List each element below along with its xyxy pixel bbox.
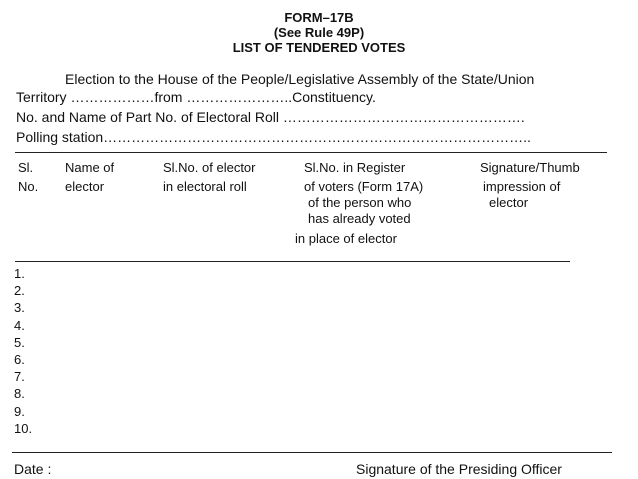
row-number: 1. — [14, 266, 25, 281]
intro-line-territory: Territory ………………from …………………..Constituency. — [16, 89, 376, 105]
row-number: 6. — [14, 351, 25, 367]
row-number: 4. — [14, 317, 25, 333]
col-register-line4: has already voted — [308, 211, 411, 226]
date-label: Date : — [14, 461, 52, 477]
col-register-line5: in place of elector — [295, 231, 397, 246]
col-signature-line1: Signature/Thumb — [480, 160, 580, 175]
col-register-line1: Sl.No. in Register — [304, 160, 406, 175]
row-number: 2. — [14, 283, 25, 299]
form-title: LIST OF TENDERED VOTES — [232, 40, 406, 55]
row-number-list — [14, 265, 32, 437]
row-number: 5. — [14, 334, 25, 350]
header-bottom-rule — [15, 261, 570, 262]
intro-line-part-no: No. and Name of Part No. of Electoral Roll ……………………………………………. — [16, 109, 525, 125]
intro-line-election: Election to the House of the People/Legislative Assembly of the State/Union — [65, 71, 535, 87]
presiding-officer-signature-label: Signature of the Presiding Officer — [356, 461, 562, 477]
row-number: 3. — [14, 300, 25, 316]
col-sl-line1: Sl. — [18, 160, 34, 175]
rule-reference: (See Rule 49P) — [273, 25, 365, 40]
header-top-rule — [15, 152, 607, 153]
row-number: 8. — [14, 386, 25, 402]
col-sl-line2: No. — [18, 179, 39, 194]
col-elector-sl-line1: Sl.No. of elector — [163, 160, 256, 175]
row-number: 10. — [14, 420, 33, 436]
form-number: FORM–17B — [284, 10, 354, 25]
col-register-line3: of the person who — [308, 195, 412, 210]
col-name-line2: elector — [65, 179, 105, 194]
col-elector-sl-line2: in electoral roll — [163, 179, 247, 194]
col-register-line2: of voters (Form 17A) — [304, 179, 424, 194]
col-name-line1: Name of — [65, 160, 115, 175]
row-number: 7. — [14, 369, 25, 385]
col-signature-line2: impression of — [483, 179, 561, 194]
footer-rule — [12, 452, 612, 453]
col-signature-line3: elector — [489, 195, 529, 210]
row-number: 9. — [14, 403, 25, 419]
intro-line-polling-station: Polling station……………………………………………………………………………….. — [16, 129, 531, 145]
